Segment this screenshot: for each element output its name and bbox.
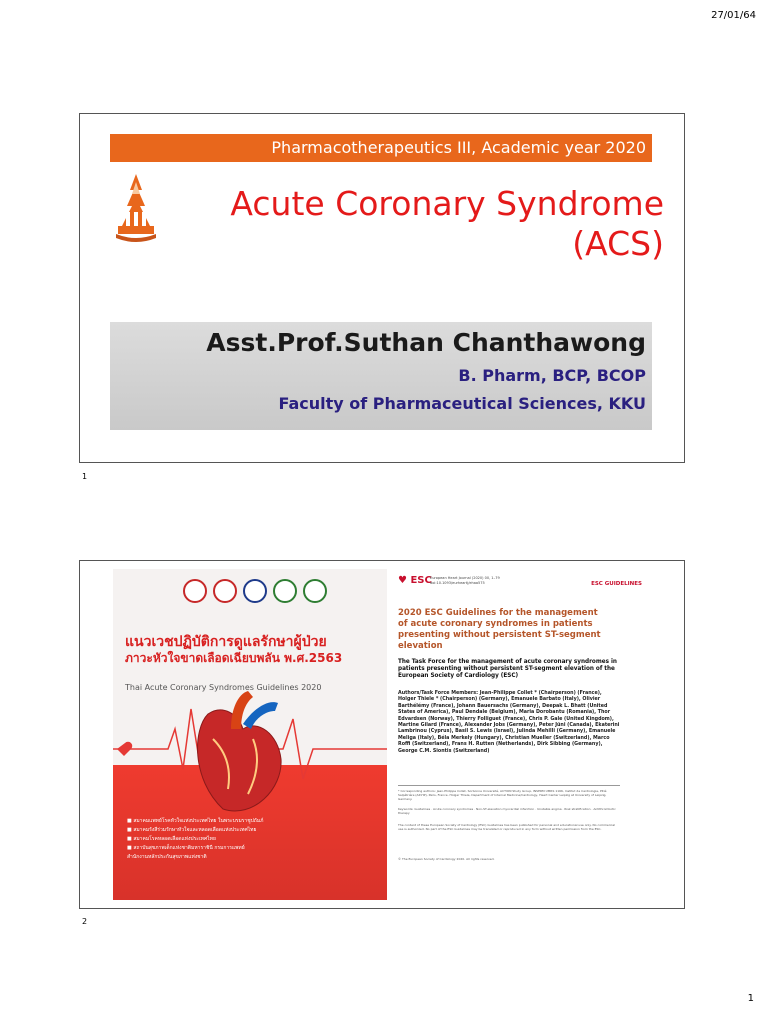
author-panel	[110, 322, 652, 430]
thai-guideline-cover	[113, 569, 387, 900]
author-degrees: B. Pharm, BCP, BCOP	[458, 366, 646, 385]
society-logos	[183, 577, 383, 607]
esc-disclaimer: The content of these European Society of Cardiology (ESC) Guidelines has been published for personal and educational use only. No commercial use is authorized. No part of the ESC Guidelines may be translated or reproduced in any form without written permission from the ESC.	[398, 823, 616, 831]
cover-subtitle: Thai Acute Coronary Syndromes Guidelines 2020	[125, 683, 322, 692]
author-name: Asst.Prof.Suthan Chanthawong	[206, 328, 646, 357]
esc-task-force: The Task Force for the management of acute coronary syndromes in patients presenting without persistent ST-segment elevation of the European Society of Cardiology (ESC)	[398, 659, 617, 679]
journal-citation: European Heart Journal (2020) 00, 1–79	[430, 576, 500, 580]
heart-icon: ♥	[398, 575, 407, 586]
cover-title-line-2: ภาวะหัวใจขาดเลือดเฉียบพลัน พ.ศ.2563	[125, 651, 343, 665]
esc-title: 2020 ESC Guidelines for the management of acute coronary syndromes in patients presenting without persistent ST-segment elevation	[398, 608, 601, 651]
society-logo-icon	[183, 579, 207, 603]
esc-footnote: * Corresponding authors: Jean-Philippe Collet, Sorbonne Université, ACTION Study Group, INSERM UMRS 1166, Institut de Cardiologie, Pitié Salpêtrière (AP-HP), Paris, France. Holger Thiele, Department of Internal Medicine/Cardiology, Heart Center Leipzig at University of Leipzig, Germany.	[398, 789, 607, 801]
slide-1	[79, 113, 685, 463]
university-crest-icon	[112, 172, 160, 250]
society-logo-icon	[273, 579, 297, 603]
cover-title-line-1: แนวเวชปฏิบัติการดูแลรักษาผู้ป่วย	[125, 634, 327, 650]
print-date: 27/01/64	[711, 10, 756, 21]
esc-guidelines-label: ESC GUIDELINES	[591, 581, 642, 587]
list-item: ■ สมาคมรังสีร่วมรักษาหัวใจและหลอดเลือดแห่งประเทศไทย	[127, 827, 257, 833]
slide-title	[230, 184, 664, 264]
course-banner: Pharmacotherapeutics III, Academic year 2020	[110, 134, 652, 162]
esc-keywords: Keywords: Guidelines · Acute coronary syndromes · Non-ST-elevation myocardial infarction · Unstable angina · Risk stratification · Antithrombotic therapy	[398, 807, 616, 815]
society-logo-icon	[303, 579, 327, 603]
title-line-1: Acute Coronary Syndrome	[230, 184, 664, 223]
heart-illustration-icon	[113, 689, 387, 819]
list-item: ■ สถาบันสุขภาพเด็กแห่งชาติมหาราชินี กรมการแพทย์	[127, 845, 245, 851]
slide-number-2: 2	[82, 917, 88, 926]
cover-society-list	[127, 817, 263, 862]
list-item: ■ สมาคมโรคหลอดเลือดแห่งประเทศไทย	[127, 836, 216, 842]
esc-copyright: © The European Society of Cardiology 2020. All rights reserved.	[398, 857, 495, 861]
author-faculty: Faculty of Pharmaceutical Sciences, KKU	[278, 394, 646, 413]
society-logo-icon	[243, 579, 267, 603]
slide-number-1: 1	[82, 472, 88, 481]
page-number: 1	[747, 993, 754, 1004]
title-line-2: (ACS)	[572, 224, 664, 263]
list-item: สำนักงานหลักประกันสุขภาพแห่งชาติ	[127, 854, 207, 860]
slide-2	[79, 560, 685, 909]
society-logo-icon	[213, 579, 237, 603]
esc-logo: ♥ ESC	[398, 575, 432, 586]
esc-authors: Authors/Task Force Members: Jean-Philippe Collet * (Chairperson) (France), Holger Thiele * (Chairperson) (Germany), Emanuele Barbato (Italy), Olivier Barthélémy (France), Johann Bauersachs (Germany), Deepak L. Bhatt (United States of America), Paul Dendale (Belgium), Maria Dorobantu (Romania), Thor Edvardsen (Norway), Thierry Folliguet (France), Chris P. Gale (United Kingdom), Martine Gilard (France), Alexander Jobs (Germany), Peter Jüni (Canada), Ekaterini Lambrinou (Cyprus), Basil S. Lewis (Israel), Julinda Mehilli (Germany), Emanuele Meliga (Italy), Béla Merkely (Hungary), Christian Mueller (Switzerland), Marco Roffi (Switzerland), Frans H. Rutten (Netherlands), Dirk Sibbing (Germany), George C.M. Siontis (Switzerland)	[398, 691, 620, 754]
list-item: ■ สมาคมแพทย์โรคหัวใจแห่งประเทศไทย ในพระบรมราชูปถัมภ์	[127, 818, 264, 824]
esc-journal-info	[430, 576, 500, 585]
divider	[398, 785, 620, 786]
esc-guideline-page	[390, 567, 650, 899]
journal-doi: doi:10.1093/eurheartj/ehaa575	[430, 580, 485, 585]
